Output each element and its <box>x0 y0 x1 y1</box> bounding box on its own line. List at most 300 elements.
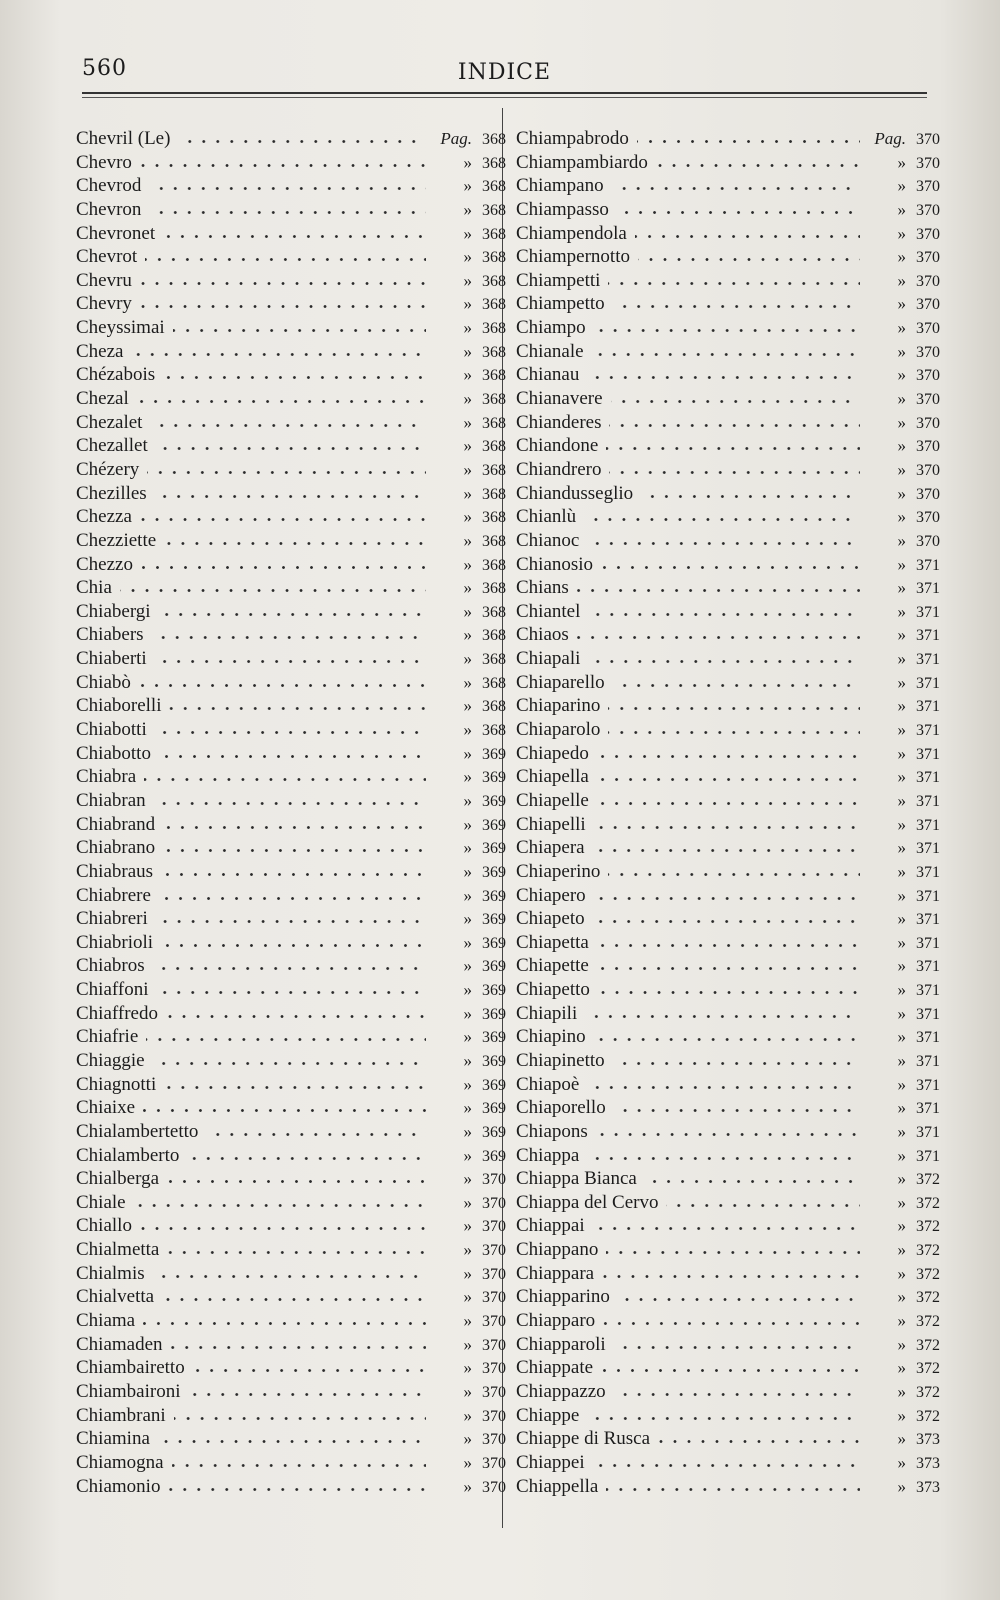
dot-leader <box>173 328 426 333</box>
dot-leader <box>577 635 860 640</box>
dot-leader <box>606 1250 860 1255</box>
entry-prefix: » <box>897 720 906 740</box>
dot-leader <box>156 446 426 451</box>
entry-name: Chiabrano <box>76 837 156 859</box>
entry-prefix: » <box>897 1476 906 1496</box>
dot-leader <box>140 163 426 168</box>
entry-prefix: » <box>463 483 472 503</box>
entry-prefix: » <box>897 1192 906 1212</box>
dot-leader <box>193 1368 426 1373</box>
index-entry <box>76 836 506 860</box>
index-entry <box>516 1309 940 1333</box>
entry-prefix: » <box>897 1311 906 1331</box>
dot-leader <box>134 1203 426 1208</box>
entry-page: 369 <box>482 1147 506 1165</box>
index-entry <box>76 813 506 837</box>
dot-leader <box>585 1014 860 1019</box>
entry-prefix: » <box>897 318 906 338</box>
entry-prefix: » <box>897 1074 906 1094</box>
entry-name: Chiappa Bianca <box>516 1168 637 1190</box>
entry-page: 373 <box>916 1431 940 1449</box>
entry-page: 368 <box>482 320 506 338</box>
entry-name: Chiampetto <box>516 293 605 315</box>
entry-name: Chiallo <box>76 1215 132 1237</box>
dot-leader <box>603 1321 860 1326</box>
dot-leader <box>155 659 426 664</box>
entry-name: Chiappate <box>516 1357 594 1379</box>
index-entry <box>516 694 940 718</box>
entry-name: Chialmis <box>76 1262 145 1284</box>
entry-name: Chiapero <box>516 884 586 906</box>
entry-page: 370 <box>916 178 940 196</box>
entry-prefix: » <box>897 625 906 645</box>
entry-prefix: » <box>897 649 906 669</box>
entry-page: 368 <box>482 556 506 574</box>
entry-name: Cheyssimai <box>76 317 165 339</box>
entry-name: Chiampendola <box>516 222 627 244</box>
dot-leader <box>614 1108 860 1113</box>
entry-prefix: » <box>897 1169 906 1189</box>
entry-prefix: » <box>463 909 472 929</box>
entry-name: Chiampernotto <box>516 246 630 268</box>
dot-leader <box>153 1061 426 1066</box>
entry-name: Chiampabrodo <box>516 128 629 149</box>
dot-leader <box>144 777 426 782</box>
entry-name: Chiapali <box>516 648 581 670</box>
index-entry <box>516 884 940 908</box>
entry-prefix: » <box>463 1452 472 1472</box>
entry-page: 370 <box>916 249 940 267</box>
index-entry <box>516 718 940 742</box>
index-column-left <box>76 127 506 1498</box>
entry-prefix: » <box>897 1121 906 1141</box>
entry-prefix: » <box>897 436 906 456</box>
index-entry <box>516 647 940 671</box>
entry-prefix: » <box>463 1263 472 1283</box>
entry-page: 370 <box>916 154 940 172</box>
entry-prefix: » <box>463 980 472 1000</box>
entry-name: Chezzo <box>76 553 133 575</box>
entry-name: Chiaos <box>516 624 569 646</box>
index-entry <box>76 363 506 387</box>
entry-prefix: » <box>897 152 906 172</box>
dot-leader <box>587 1416 860 1421</box>
entry-page: 373 <box>916 1478 940 1496</box>
running-title: INDICE <box>457 60 552 85</box>
dot-leader <box>609 423 860 428</box>
entry-prefix: » <box>463 1334 472 1354</box>
dot-leader <box>608 706 860 711</box>
dot-leader <box>169 706 426 711</box>
index-entry <box>516 789 940 813</box>
entry-page: 368 <box>482 485 506 503</box>
index-entry <box>76 1049 506 1073</box>
page-header <box>82 56 927 86</box>
entry-name: Chezal <box>76 388 129 410</box>
entry-name: Chezziette <box>76 529 157 551</box>
entry-name: Chiamaden <box>76 1333 163 1355</box>
entry-name: Chiapelle <box>516 789 589 811</box>
entry-prefix: » <box>897 696 906 716</box>
index-entry <box>516 151 940 175</box>
entry-page: 370 <box>482 1265 506 1283</box>
entry-name: Chiambrani <box>76 1404 166 1426</box>
index-entry <box>516 434 940 458</box>
entry-prefix: » <box>463 176 472 196</box>
entry-prefix: » <box>463 1287 472 1307</box>
entry-name: Chiampambiardo <box>516 151 648 173</box>
entry-name: Chiabraus <box>76 860 154 882</box>
entry-name: Chiama <box>76 1310 136 1332</box>
index-entry <box>76 151 506 175</box>
entry-prefix: » <box>463 720 472 740</box>
entry-name: Chialamberto <box>76 1144 180 1166</box>
dot-leader <box>597 777 860 782</box>
entry-name: Chiabotti <box>76 719 147 741</box>
dot-leader <box>613 304 860 309</box>
entry-prefix: » <box>463 1098 472 1118</box>
dot-leader <box>594 896 860 901</box>
entry-prefix: » <box>897 578 906 598</box>
dot-leader <box>152 635 426 640</box>
dot-leader <box>588 612 860 617</box>
entry-page: 371 <box>916 745 940 763</box>
entry-page: 371 <box>916 792 940 810</box>
index-entry <box>516 340 940 364</box>
entry-page: 371 <box>916 863 940 881</box>
entry-prefix: » <box>897 294 906 314</box>
index-entry <box>516 576 940 600</box>
dot-leader <box>153 966 426 971</box>
entry-name: Chiapelli <box>516 813 586 835</box>
entry-name: Chiamogna <box>76 1451 164 1473</box>
entry-page: 369 <box>482 769 506 787</box>
entry-name: Chiabros <box>76 955 145 977</box>
entry-name: Chiapetto <box>516 979 590 1001</box>
dot-leader <box>140 304 426 309</box>
entry-name: Chiampetti <box>516 269 601 291</box>
dot-leader <box>140 517 426 522</box>
entry-prefix: » <box>897 247 906 267</box>
index-entry <box>76 1285 506 1309</box>
dot-leader <box>602 1274 860 1279</box>
dot-leader <box>658 1439 860 1444</box>
index-entry <box>76 1167 506 1191</box>
dot-leader <box>656 163 860 168</box>
entry-prefix: » <box>463 247 472 267</box>
entry-prefix: » <box>463 1192 472 1212</box>
entry-name: Chiabreri <box>76 908 148 930</box>
entry-prefix: » <box>463 743 472 763</box>
entry-prefix: » <box>463 578 472 598</box>
dot-leader <box>156 990 426 995</box>
entry-page: 371 <box>916 1052 940 1070</box>
entry-prefix: » <box>897 507 906 527</box>
entry-name: Chians <box>516 577 569 599</box>
entry-page: 372 <box>916 1360 940 1378</box>
entry-prefix: » <box>897 1381 906 1401</box>
dot-leader <box>164 541 426 546</box>
index-entry <box>516 363 940 387</box>
entry-page: 371 <box>916 674 940 692</box>
dot-leader <box>163 234 426 239</box>
entry-page: 370 <box>916 367 940 385</box>
index-entry <box>76 1191 506 1215</box>
entry-name: Chiaparello <box>516 671 605 693</box>
index-entry <box>516 1238 940 1262</box>
entry-prefix: » <box>463 412 472 432</box>
entry-prefix: » <box>897 1027 906 1047</box>
dot-leader <box>614 1345 860 1350</box>
entry-name: Chianau <box>516 364 580 386</box>
entry-page: 369 <box>482 958 506 976</box>
dot-leader <box>611 399 860 404</box>
dot-leader <box>613 1061 860 1066</box>
entry-prefix: » <box>463 956 472 976</box>
entry-name: Chiaperino <box>516 860 601 882</box>
dot-leader <box>587 1085 860 1090</box>
entry-page: 368 <box>482 722 506 740</box>
index-entry <box>516 222 940 246</box>
entry-name: Chiamonio <box>76 1475 161 1497</box>
entry-name: Chianderes <box>516 411 602 433</box>
entry-prefix: » <box>463 1429 472 1449</box>
entry-page: 368 <box>482 698 506 716</box>
entry-name: Chialberga <box>76 1168 160 1190</box>
entry-name: Chiaparino <box>516 695 601 717</box>
index-entry <box>516 245 940 269</box>
entry-prefix: » <box>897 1287 906 1307</box>
entry-prefix: » <box>463 459 472 479</box>
dot-leader <box>593 1226 860 1231</box>
entry-name: Chezza <box>76 506 132 528</box>
dot-leader <box>608 730 860 735</box>
entry-name: Chezallet <box>76 435 148 457</box>
entry-prefix: » <box>897 814 906 834</box>
dot-leader <box>613 683 860 688</box>
index-entry <box>516 1262 940 1286</box>
entry-page: 368 <box>482 178 506 196</box>
entry-page: 368 <box>482 461 506 479</box>
entry-page: 368 <box>482 225 506 243</box>
entry-page: 369 <box>482 792 506 810</box>
entry-name: Chiapetta <box>516 931 589 953</box>
dot-leader <box>592 352 860 357</box>
dot-leader <box>609 470 860 475</box>
entry-page: 370 <box>482 1218 506 1236</box>
entry-name: Chiaborelli <box>76 695 162 717</box>
index-entry <box>516 529 940 553</box>
entry-prefix: » <box>897 554 906 574</box>
dot-leader <box>584 517 860 522</box>
dot-leader <box>174 1416 426 1421</box>
entry-page: 369 <box>482 934 506 952</box>
entry-prefix: » <box>463 1311 472 1331</box>
index-entry <box>516 954 940 978</box>
entry-prefix: Pag. <box>440 129 472 148</box>
index-entry <box>516 742 940 766</box>
entry-prefix: » <box>463 814 472 834</box>
index-entry <box>76 316 506 340</box>
dot-leader <box>587 1156 860 1161</box>
entry-name: Chiaporello <box>516 1097 606 1119</box>
entry-page: 368 <box>482 201 506 219</box>
entry-name: Chiafrie <box>76 1026 139 1048</box>
entry-page: 370 <box>482 1454 506 1472</box>
entry-page: 369 <box>482 1005 506 1023</box>
entry-page: 373 <box>916 1454 940 1472</box>
dot-leader <box>153 1274 426 1279</box>
entry-prefix: » <box>463 1121 472 1141</box>
entry-page: 368 <box>482 532 506 550</box>
entry-prefix: » <box>897 1098 906 1118</box>
entry-prefix: » <box>463 885 472 905</box>
dot-leader <box>167 1250 426 1255</box>
index-entry <box>516 1002 940 1026</box>
dot-leader <box>143 1108 426 1113</box>
entry-page: 370 <box>482 1336 506 1354</box>
entry-page: 369 <box>482 1076 506 1094</box>
index-entry <box>516 1404 940 1428</box>
index-entry <box>76 434 506 458</box>
entry-page: 370 <box>482 1383 506 1401</box>
entry-page: 371 <box>916 1123 940 1141</box>
entry-prefix: » <box>463 932 472 952</box>
entry-prefix: » <box>897 601 906 621</box>
entry-prefix: » <box>463 270 472 290</box>
entry-page: 368 <box>482 438 506 456</box>
index-entry <box>76 1404 506 1428</box>
entry-page: 371 <box>916 934 940 952</box>
entry-name: Chezilles <box>76 482 147 504</box>
entry-name: Chiapparo <box>516 1310 596 1332</box>
entry-prefix: Pag. <box>874 129 906 148</box>
entry-page: 368 <box>482 580 506 598</box>
index-entry <box>516 316 940 340</box>
entry-prefix: » <box>897 1358 906 1378</box>
entry-page: 370 <box>916 201 940 219</box>
entry-prefix: » <box>897 199 906 219</box>
index-entry <box>76 292 506 316</box>
entry-name: Chiappa <box>516 1144 580 1166</box>
entry-prefix: » <box>463 152 472 172</box>
dot-leader <box>155 730 426 735</box>
index-entry <box>516 813 940 837</box>
entry-page: 368 <box>482 414 506 432</box>
entry-page: 371 <box>916 722 940 740</box>
entry-prefix: » <box>897 1240 906 1260</box>
entry-prefix: » <box>897 672 906 692</box>
index-entry <box>76 789 506 813</box>
entry-name: Chiappei <box>516 1451 585 1473</box>
index-entry <box>516 978 940 1002</box>
entry-name: Chiapedo <box>516 742 589 764</box>
entry-name: Chianoc <box>516 529 580 551</box>
entry-page: 368 <box>482 509 506 527</box>
entry-prefix: » <box>897 980 906 1000</box>
dot-leader <box>147 470 426 475</box>
entry-prefix: » <box>463 672 472 692</box>
index-column-right <box>516 127 940 1498</box>
entry-prefix: » <box>463 341 472 361</box>
entry-name: Chevril (Le) <box>76 128 171 149</box>
entry-name: Chiapella <box>516 766 589 788</box>
entry-name: Chiandusseglio <box>516 482 634 504</box>
index-entry <box>516 1073 940 1097</box>
entry-prefix: » <box>897 270 906 290</box>
entry-page: 370 <box>916 532 940 550</box>
entry-name: Chiapeto <box>516 908 585 930</box>
entry-prefix: » <box>897 530 906 550</box>
entry-page: 370 <box>482 1360 506 1378</box>
index-entry <box>76 245 506 269</box>
entry-prefix: » <box>897 743 906 763</box>
dot-leader <box>645 1179 860 1184</box>
entry-name: Chevron <box>76 198 142 220</box>
entry-prefix: » <box>463 1169 472 1189</box>
dot-leader <box>594 328 860 333</box>
entry-name: Chiabran <box>76 789 146 811</box>
dot-leader <box>143 1321 426 1326</box>
entry-name: Chialambertetto <box>76 1120 199 1142</box>
entry-page: 369 <box>482 1123 506 1141</box>
entry-name: Chiapino <box>516 1026 586 1048</box>
entry-page: 371 <box>916 603 940 621</box>
entry-prefix: » <box>463 365 472 385</box>
index-entry <box>76 576 506 600</box>
dot-leader <box>594 1037 860 1042</box>
entry-name: Chiappara <box>516 1262 595 1284</box>
index-entry <box>516 623 940 647</box>
dot-leader <box>635 234 860 239</box>
dot-leader <box>172 1463 426 1468</box>
entry-page: 369 <box>482 1029 506 1047</box>
entry-name: Chiabrand <box>76 813 156 835</box>
index-entry <box>516 907 940 931</box>
entry-name: Chiabra <box>76 766 137 788</box>
entry-prefix: » <box>897 956 906 976</box>
entry-page: 370 <box>916 438 940 456</box>
index-entry <box>76 742 506 766</box>
entry-page: 370 <box>916 461 940 479</box>
index-entry <box>516 292 940 316</box>
dot-leader <box>606 446 860 451</box>
dot-leader <box>637 139 860 144</box>
entry-name: Chiabers <box>76 624 144 646</box>
index-entry <box>76 1073 506 1097</box>
dot-leader <box>666 1203 860 1208</box>
entry-page: 368 <box>482 627 506 645</box>
entry-name: Chiantel <box>516 600 581 622</box>
entry-page: 371 <box>916 840 940 858</box>
index-entry <box>76 1309 506 1333</box>
entry-page: 370 <box>916 485 940 503</box>
dot-leader <box>597 943 860 948</box>
dot-leader <box>601 565 860 570</box>
index-entry <box>76 671 506 695</box>
entry-page: 369 <box>482 816 506 834</box>
entry-name: Chézabois <box>76 364 156 386</box>
index-entry <box>76 954 506 978</box>
dot-leader <box>597 966 860 971</box>
entry-prefix: » <box>897 1145 906 1165</box>
entry-prefix: » <box>463 767 472 787</box>
dot-leader <box>171 1345 426 1350</box>
entry-prefix: » <box>897 838 906 858</box>
index-entry <box>76 411 506 435</box>
index-entry <box>76 505 506 529</box>
entry-name: Chevrod <box>76 175 142 197</box>
